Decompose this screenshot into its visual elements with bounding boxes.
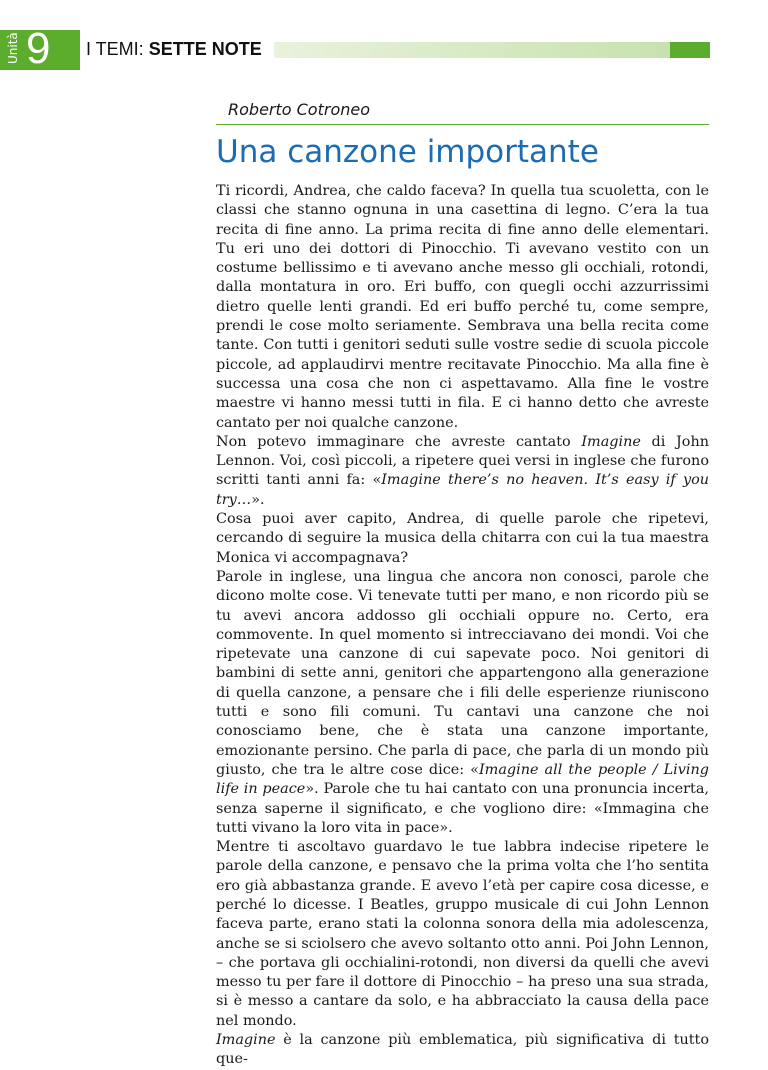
- article-body: [216, 182, 709, 1070]
- text-run: di John Lennon. Voi, così piccoli, a ripetere quei versi in inglese che furono scritti tanti anni fa: «: [216, 433, 710, 489]
- unit-label: Unità: [6, 32, 20, 64]
- section-header: [86, 39, 262, 60]
- text-run: Mentre ti ascoltavo guardavo le tue labbra indecise ripetere le parole della canzone, e pensavo che la prima volta che l’ho sentita ero già abbastanza grande. E avevo l’età per capire cosa dicesse, e perché lo dicesse. I Beatles, gruppo musicale di cui John Lennon faceva parte, erano stati la colonna sonora della mia adolescenza, anche se si sciolsero che avevo soltanto otto anni. Poi John Lennon, – che portava gli occhialini-rotondi, non diversi da quelli che avevi messo tu per fare il dottore di Pinocchio – ha preso una sua strada, si è messo a cantare da solo, e ha abbracciato la causa della pace nel mondo.: [216, 839, 709, 1029]
- body-paragraph: [216, 1031, 709, 1070]
- text-run: è la canzone più emblematica, più significativa di tutto que-: [216, 1032, 709, 1068]
- article-title: Una canzone importante: [216, 134, 599, 170]
- body-paragraph: [216, 510, 709, 568]
- text-run: Parole in inglese, una lingua che ancora non conosci, parole che dicono molte cose. Vi tenevate tutti per mano, e non ricordo più se tu avevi ancora addosso gli occhiali oppure no. Certo, era commovente. In quel momento si intrecciavano dei mondi. Voi che ripetevate una canzone di cui sapevate poco. Noi genitori di bambini di sette anni, genitori che appartengono alla generazione di quella canzone, a pensare che i fili delle esperienze riuniscono tutti e sono fili comuni. Tu cantavi una canzone che noi conosciamo bene, che è stata una canzone importante, emozionante persino. Che parla di pace, che parla di un mondo più giusto, che tra le altre cose dice: «: [216, 568, 709, 778]
- body-paragraph: [216, 568, 709, 838]
- section-title: SETTE NOTE: [148, 39, 262, 59]
- unit-number: 9: [26, 24, 51, 73]
- header-stripe: [274, 42, 670, 58]
- section-prefix: I TEMI:: [86, 39, 149, 59]
- page-header: [0, 24, 768, 73]
- italic-text: Imagine: [581, 433, 641, 450]
- text-run: ».: [251, 491, 265, 508]
- header-end-block: [670, 42, 710, 58]
- text-run: Ti ricordi, Andrea, che caldo faceva? In quella tua scuoletta, con le classi che stanno ognuna in una casettina di legno. C’era la tua recita di fine anno. La prima recita di fine anno delle elementari. Tu eri uno dei dottori di Pinocchio. Ti avevano vestito con un costume bellissimo e ti avevano anche messo gli occhiali, rotondi, dalla montatura in oro. Eri buffo, con quegli occhi azzurrissimi dietro quelle lenti grandi. Ed eri buffo perché tu, come sempre, prendi le cose molto seriamente. Sembrava una bella recita come tante. Con tutti i genitori seduti sulle vostre sedie di scuola piccole piccole, ad applaudirvi mentre recitavate Pinocchio. Ma alla fine è successa una cosa che non ci aspettavamo. Alla fine le vostre maestre vi hanno messi tutti in fila. E ci hanno detto che avreste cantato per noi qualche canzone.: [216, 183, 709, 431]
- body-paragraph: [216, 182, 709, 433]
- text-run: ». Parole che tu hai cantato con una pronuncia incerta, senza saperne il significato, e che vogliono dire: «Immagina che tutti vivano la loro vita in pace».: [216, 781, 709, 836]
- text-run: Non potevo immaginare che avreste cantato: [216, 433, 582, 450]
- italic-text: Imagine there’s no heaven. It’s easy if you try…: [216, 472, 709, 508]
- text-run: Cosa puoi aver capito, Andrea, di quelle parole che ripetevi, cercando di seguire la musica della chitarra con cui la tua maestra Monica vi accompagnava?: [216, 511, 709, 566]
- author-name: Roberto Cotroneo: [228, 100, 371, 119]
- author-divider: [216, 124, 709, 125]
- unit-badge: [0, 24, 80, 73]
- body-paragraph: [216, 433, 709, 510]
- body-paragraph: [216, 838, 709, 1031]
- italic-text: Imagine: [216, 1032, 276, 1049]
- italic-text: Imagine all the people / Living life in peace: [216, 761, 709, 798]
